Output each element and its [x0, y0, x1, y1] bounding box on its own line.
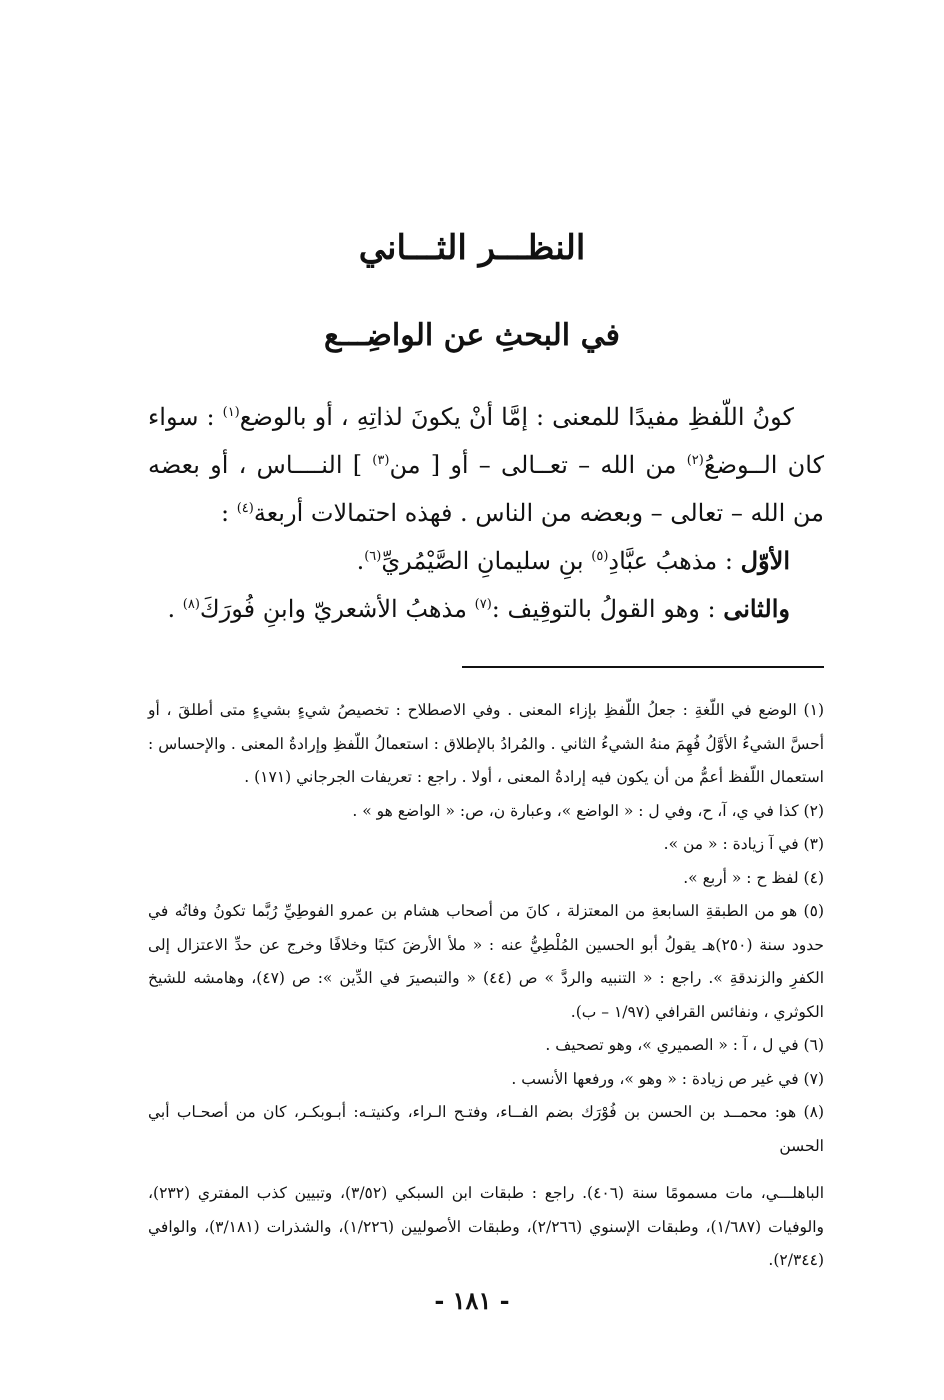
intro-text: ] النــــاس ، أو بعضه من الله – تعالى – وبعضه من الناس . فهذه احتمالات أربعة: [148, 451, 824, 527]
page-number: - ١٨١ -: [434, 1286, 510, 1315]
footnote-2: (٢) كذا في ي، آ، ح، وفي ل : « الواضع »، وعبارة ن، ص: « الواضع هو » .: [352, 801, 824, 820]
footnote-1: (١) الوضع في اللّغةِ : جعلُ اللّفظِ بإزاء المعنى . وفي الاصطلاح : تخصيصُ شيءٍ بشيءٍ متى أطلقَ ، أو أحسَّ الشيءُ الأوَّلُ فُهِمَ منهُ الشيءُ الثاني . والمُرادُ بالإطلاق : استعمالُ اللّفظِ وإرادةُ المعنى . والإحساس : استعمال اللّفظ أعمُّ من أن يكون فيه إرادةُ المعنى ، أولا . راجع : تعريفات الجرجاني (١٧١) .: [148, 701, 825, 786]
footnote-ref-2: (٢): [686, 453, 704, 468]
footnote-3: (٣) في آ زيادة : « من ».: [663, 835, 824, 853]
section-title: النظـــر الثـــاني: [358, 228, 586, 268]
intro-text: كونُ اللّفظِ مفيدًا للمعنى : إمَّا أنْ يكونَ لذاتِهِ ، أو بالوضع: [239, 403, 794, 431]
second-opinion: [148, 585, 824, 633]
footnote-ref-6: (٦): [364, 549, 382, 564]
second-opinion-label: والثانى: [723, 594, 790, 623]
first-opinion-text: .: [356, 547, 365, 575]
intro-text: من الله – تعــالى – أو [ من: [389, 451, 687, 479]
first-opinion-label: الأوّل: [740, 546, 790, 575]
second-opinion-text: .: [167, 595, 183, 623]
main-text: [148, 393, 824, 633]
second-opinion-text: مذهبُ الأشعريّ وابنِ فُورَكَ: [199, 595, 475, 623]
first-opinion: [148, 537, 824, 585]
footnote-8-continued: الباهلـــي، مات مسمومًا سنة (٤٠٦). راجع : طبقات ابن السبكي (٣/٥٢)، وتبيين كذب المفتري (٢٣٢)، والوفيات (١/٦٨٧)، وطبقات الإسنوي (٢/٢٦٦)، وطبقات الأصوليين (١/٢٢٦)، والشذرات (٣/١٨١)، والوافي (٢/٣٤٤).: [148, 1184, 825, 1269]
footnote-8: (٨) هو: محمــد بن الحسن بن فُوْرَك بضم الفــاء، وفتـح الـراء، وكنيتـه: أبـوبكـر، كان من أصحـاب أبي الحسن: [148, 1103, 824, 1155]
footnote-ref-4: (٤): [236, 501, 254, 516]
footnotes: [148, 694, 824, 1278]
footnote-ref-8: (٨): [182, 597, 200, 612]
footnote-ref-5: (٥): [591, 549, 609, 564]
second-opinion-text: : وهو القولُ بالتوقِيف :: [491, 595, 724, 623]
intro-paragraph: [148, 393, 824, 537]
footnote-6: (٦) في ل ، آ : « الصميري »، وهو تصحيف .: [545, 1036, 824, 1054]
footnote-ref-1: (١): [222, 405, 240, 420]
footnote-7: (٧) في غير ص زيادة : « وهو »، ورفعها الأنسب .: [511, 1069, 824, 1088]
footnote-separator: [462, 666, 824, 668]
footnote-ref-3: (٣): [372, 453, 390, 468]
first-opinion-text: بنِ سليمانِ الصَّيْمُريِّ: [381, 547, 592, 575]
footnote-5: (٥) هو من الطبقةِ السابعةِ من المعتزلة ، كانَ من أصحاب هشام بن عمرو الفوطِيِّ رُبَّما تكونُ وفاتُه في حدود سنة (٢٥٠)هـ يقولُ أبو الحسين المُلْطِيُّ عنه : « ملأ الأرضَ كتبًا وخلافًا وخرج عن حدِّ الاعتزال إلى الكفرِ والزندقةِ ». راجع : « التنبيه والردَّ » ص (٤٤) « والتبصيرَ في الدِّين »: ص (٤٧)، وهامشه للشيخ الكوثري ، ونفائس القرافي (١/٩٧ – ب).: [148, 902, 825, 1021]
footnote-4: (٤) لفظ ح : « أربع ».: [683, 868, 824, 887]
intro-text: :: [221, 499, 237, 527]
intro-text: : سواء كان الــوضعُ: [148, 403, 825, 479]
footnote-ref-7: (٧): [474, 597, 492, 612]
section-subtitle: في البحثِ عن الواضِـــع: [324, 318, 620, 353]
first-opinion-text: : مذهبُ عبَّادِ: [608, 547, 741, 575]
